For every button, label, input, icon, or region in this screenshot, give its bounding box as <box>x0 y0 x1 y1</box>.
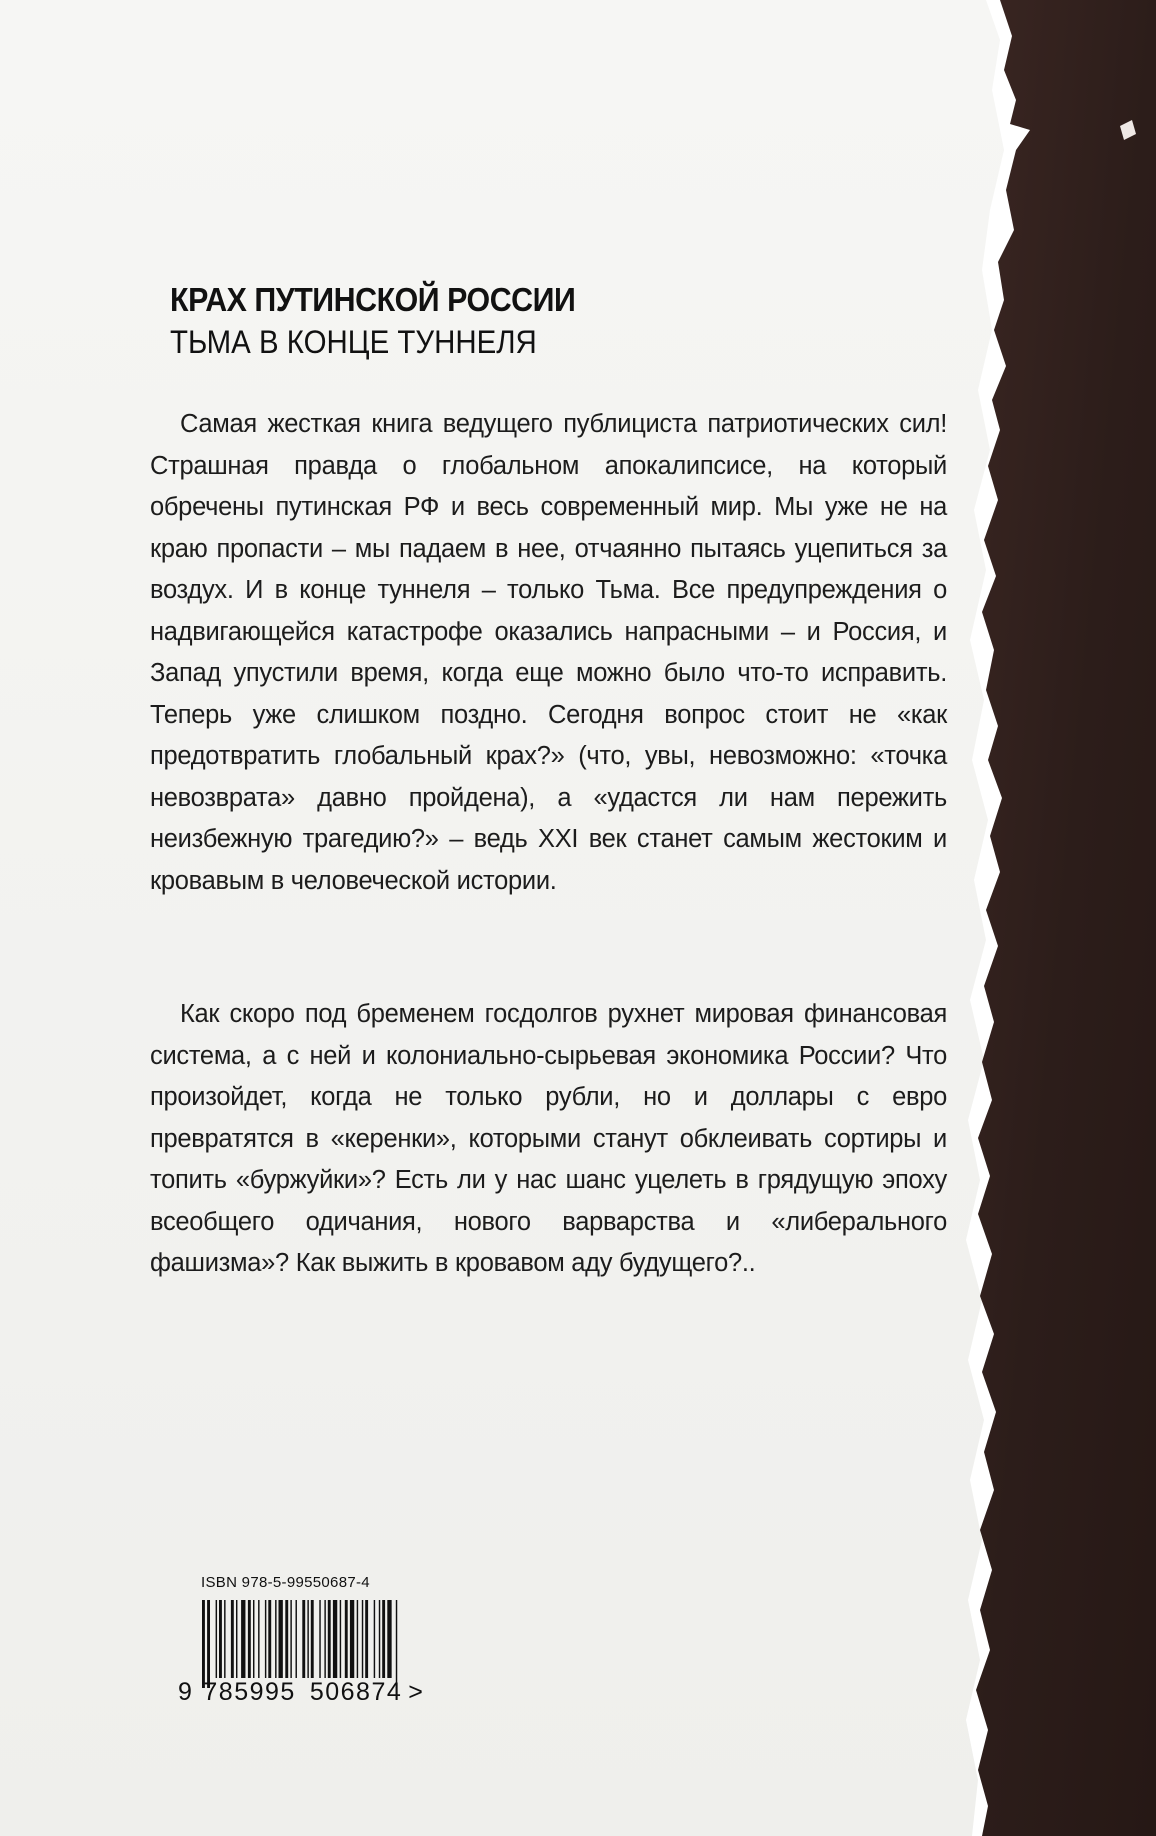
barcode-bar <box>296 1600 297 1678</box>
barcode-bar <box>224 1600 225 1678</box>
barcode-bar <box>374 1600 375 1678</box>
barcode-bar <box>357 1600 358 1678</box>
barcode-bar <box>365 1600 368 1678</box>
barcode-bar <box>333 1600 337 1678</box>
barcode-bar <box>285 1600 288 1678</box>
barcode-bar <box>236 1600 237 1678</box>
barcode-bar <box>279 1600 283 1678</box>
title-block <box>170 280 870 362</box>
barcode-bar <box>340 1600 341 1678</box>
barcode-bar <box>324 1600 325 1678</box>
barcode-bar <box>382 1600 385 1678</box>
barcode-bar <box>396 1600 397 1688</box>
barcode-bar <box>207 1600 210 1688</box>
annotation-paragraph-1: Самая жесткая книга ведущего публициста патриотических сил! Страшная правда о глобальном апокалипсисе, на который обречены путинская РФ и весь современный мир. Мы уже не на краю пропасти – мы падаем в нее, отчаянно пытаясь уцепиться за воздух. И в конце туннеля – только Тьма. Все предупреждения о надвигающейся катастрофе оказались напрасными – и Россия, и Запад упустили время, когда еще можно было что-то исправить. Теперь уже слишком поздно. Сегодня вопрос стоит не «как предотвратить глобальный крах?» (что, увы, невозможно: «точка невозврата» давно пройдена), а «удастся ли нам пережить неизбежную трагедию?» – ведь XXI век станет самым жестоким и кровавым в человеческой истории. <box>150 410 947 895</box>
barcode-bar <box>350 1600 354 1678</box>
barcode-bar <box>311 1600 314 1678</box>
barcode-bar <box>302 1600 305 1678</box>
barcode-digits-right: 506874 <box>309 1678 403 1706</box>
barcode-digits <box>178 1678 424 1707</box>
barcode-bar <box>231 1600 234 1678</box>
barcode-bar <box>275 1600 276 1678</box>
barcode-bar <box>307 1600 308 1678</box>
barcode-bar <box>248 1600 251 1678</box>
barcode-bar <box>345 1600 348 1678</box>
book-subtitle: ТЬМА В КОНЦЕ ТУННЕЛЯ <box>170 324 537 360</box>
barcode-bar <box>328 1600 331 1678</box>
barcode-bar <box>319 1600 320 1678</box>
barcode-bar <box>216 1600 217 1678</box>
barcode-bar <box>387 1600 391 1678</box>
barcode-bar <box>268 1600 271 1678</box>
barcode-bar <box>219 1600 222 1678</box>
barcode-bar <box>379 1600 380 1678</box>
book-title: КРАХ ПУТИНСКОЙ РОССИИ <box>170 281 576 318</box>
annotation-paragraph-2: Как скоро под бременем госдолгов рухнет мировая финансовая система, а с ней и колониально-сырьевая экономика России? Что произойдет, когда не только рубли, но и доллары с евро превратятся в «керенки», которыми станут обклеивать сортиры и топить «буржуйки»? Есть ли у нас шанс уцелеть в грядущую эпоху всеобщего одичания, нового варварства и «либерального фашизма»? Как выжить в кровавом аду будущего?.. <box>150 1000 947 1277</box>
barcode-bar <box>241 1600 245 1678</box>
isbn-label: ISBN 978-5-99550687-4 <box>201 1574 370 1591</box>
barcode-digit-first: 9 <box>178 1678 194 1706</box>
barcode-digits-left: 785995 <box>203 1678 296 1706</box>
isbn-barcode <box>200 1600 464 1688</box>
barcode-bar <box>258 1600 259 1678</box>
barcode-quiet-zone-arrow: > <box>408 1678 425 1706</box>
barcode-bar <box>362 1600 363 1678</box>
barcode-bar <box>265 1600 266 1678</box>
barcode-bar <box>253 1600 254 1678</box>
barcode-bar <box>290 1600 291 1678</box>
barcode-bar <box>202 1600 205 1688</box>
